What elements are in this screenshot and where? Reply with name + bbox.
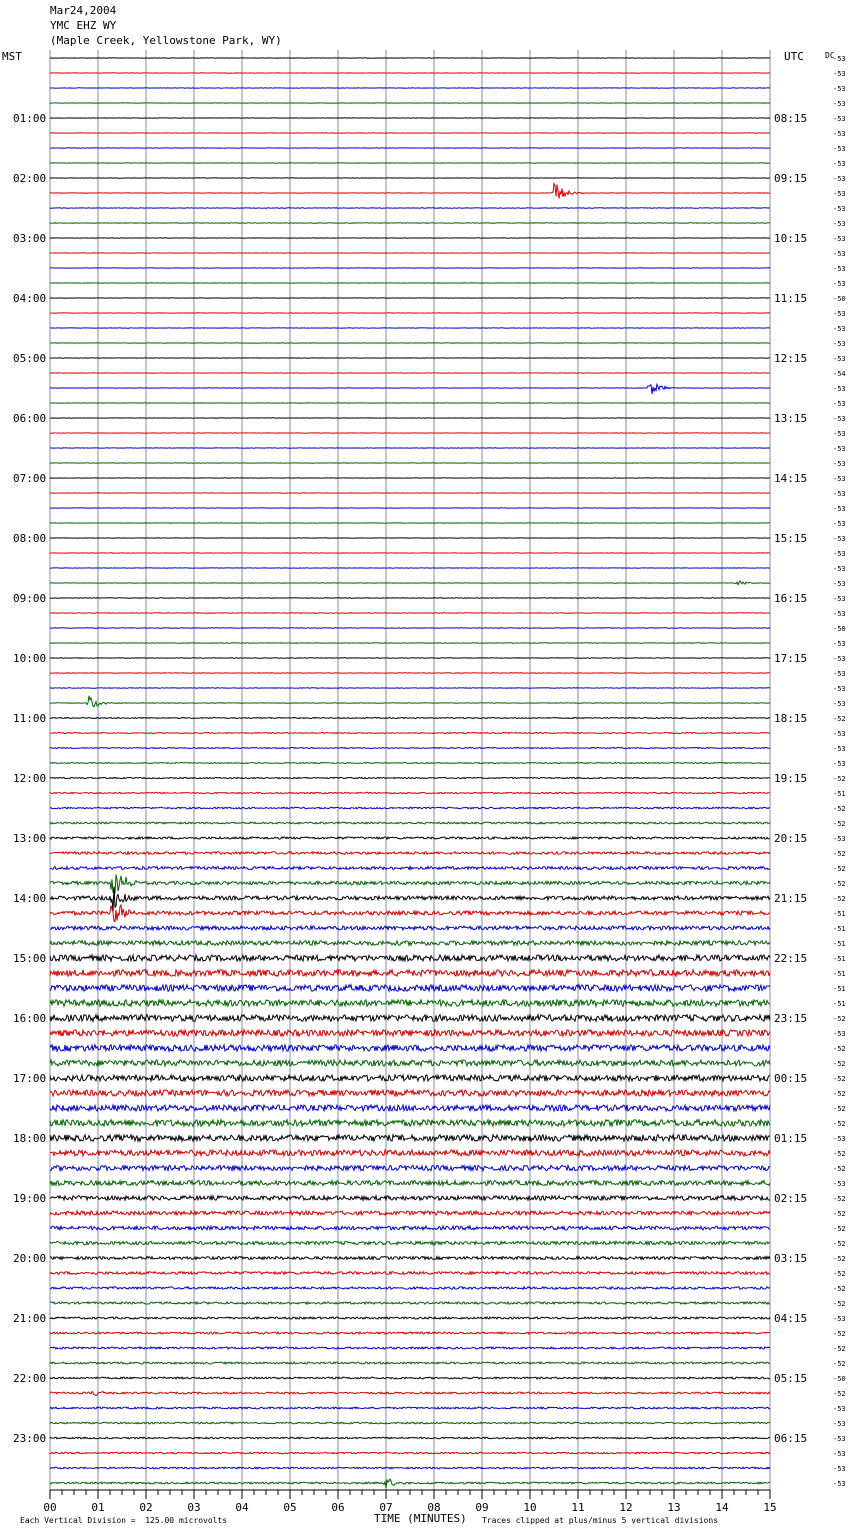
x-tick-label: 05 (283, 1501, 297, 1514)
dc-offset-label: -53 (833, 745, 846, 753)
dc-offset-label: -53 (833, 115, 846, 123)
trace-row (50, 733, 770, 734)
trace-row (50, 643, 770, 644)
trace-row (50, 887, 770, 912)
dc-offset-label: -52 (833, 1195, 846, 1203)
trace-row (50, 777, 770, 778)
left-hour-label: 07:00 (13, 472, 47, 485)
dc-offset-label: -53 (833, 1435, 846, 1443)
left-hour-label: 15:00 (13, 952, 47, 965)
dc-offset-label: -52 (833, 1105, 846, 1113)
dc-offset-label: -52 (833, 1060, 846, 1068)
dc-offset-label: -53 (833, 355, 846, 363)
left-hour-label: 20:00 (13, 1252, 47, 1265)
trace-row (50, 1181, 770, 1186)
dc-offset-label: -52 (833, 1300, 846, 1308)
dc-offset-label: -52 (833, 1015, 846, 1023)
dc-offset-label (833, 130, 846, 138)
left-hour-label: 21:00 (13, 1312, 47, 1325)
dc-offset-label: -51 (833, 925, 846, 933)
trace-row (50, 1479, 770, 1488)
left-hour-label: 01:00 (13, 112, 47, 125)
clip-note: Traces clipped at plus/minus 5 vertical divisions (482, 1516, 719, 1525)
x-axis-title: TIME (MINUTES) (374, 1512, 467, 1525)
dc-offset-label: -50 (833, 295, 846, 303)
dc-offset-label: -52 (833, 1285, 846, 1293)
trace-row (50, 941, 770, 946)
dc-offset-label: -53 (833, 325, 846, 333)
trace-row (50, 1362, 770, 1364)
dc-offset-label: -53 (833, 460, 846, 468)
trace-row (50, 1165, 770, 1170)
dc-offset-label: -53 (833, 1135, 846, 1143)
left-hour-label: 17:00 (13, 1072, 47, 1085)
trace-row (50, 718, 770, 719)
dc-offset-label: -53 (833, 610, 846, 618)
trace-row (50, 926, 770, 930)
dc-offset-label: -53 (833, 655, 846, 663)
left-hour-label: 03:00 (13, 232, 47, 245)
trace-row (50, 1135, 770, 1141)
trace-row (50, 1090, 770, 1096)
dc-offset-label: -53 (833, 100, 846, 108)
right-hour-label: 05:15 (774, 1372, 808, 1385)
dc-offset-label: -53 (833, 535, 846, 543)
trace-row (50, 1332, 770, 1334)
dc-offset-label: -52 (833, 850, 846, 858)
dc-offset-label: -53 (833, 1030, 846, 1038)
left-hour-label: 12:00 (13, 772, 47, 785)
station-code: YMC EHZ WY (50, 19, 117, 32)
trace-row (50, 822, 770, 824)
dc-offset-label: -53 (833, 475, 846, 483)
trace-row (50, 1377, 770, 1379)
dc-offset-label: -53 (833, 670, 846, 678)
dc-offset-label: -53 (833, 340, 846, 348)
right-hour-label: 09:15 (774, 172, 808, 185)
dc-offset-label: -53 (833, 130, 846, 138)
trace-row (50, 985, 770, 991)
right-hour-label: 12:15 (774, 352, 808, 365)
trace-row (50, 1105, 770, 1111)
x-tick-label: 12 (619, 1501, 633, 1514)
left-timezone-label: MST (2, 50, 22, 63)
left-hour-label: 19:00 (13, 1192, 47, 1205)
trace-row (50, 581, 770, 585)
trace-row (50, 1150, 770, 1156)
dc-offset-label: -53 (833, 490, 846, 498)
right-hour-label: 04:15 (774, 1312, 808, 1325)
trace-row (50, 1302, 770, 1304)
trace-row (50, 1120, 770, 1127)
trace-row (50, 613, 770, 614)
dc-offset-label: -53 (833, 1450, 846, 1458)
trace-row (50, 598, 770, 599)
x-tick-label: 08 (427, 1501, 441, 1514)
x-tick-label: 13 (667, 1501, 681, 1514)
dc-offset-label: -53 (833, 520, 846, 528)
dc-offset-label: -52 (833, 1075, 846, 1083)
dc-offset-label (833, 160, 846, 168)
trace-row (50, 875, 770, 894)
trace-row (50, 807, 770, 809)
dc-offset-label: -53 (833, 70, 846, 78)
trace-row (50, 792, 770, 793)
trace-row (50, 223, 770, 224)
trace-row (50, 1075, 770, 1081)
left-hour-label: 05:00 (13, 352, 47, 365)
dc-offset-label: -50 (833, 1375, 846, 1383)
right-hour-label: 14:15 (774, 472, 808, 485)
right-hour-label: 03:15 (774, 1252, 808, 1265)
dc-offset-label: -51 (833, 970, 846, 978)
left-hour-label: 23:00 (13, 1432, 47, 1445)
dc-offset-label: -53 (833, 385, 846, 393)
left-hour-label: 18:00 (13, 1132, 47, 1145)
x-tick-label: 07 (379, 1501, 393, 1514)
dc-offset-label: -52 (833, 1360, 846, 1368)
trace-row (50, 673, 770, 674)
right-timezone-label: UTC (784, 50, 804, 63)
right-hour-label: 11:15 (774, 292, 808, 305)
trace-row (50, 852, 770, 855)
scale-note: Each Vertical Division = 125.00 microvolts (20, 1516, 228, 1525)
dc-offset-label: -53 (833, 640, 846, 648)
record-date: Mar24,2004 (50, 4, 117, 17)
trace-row (50, 1437, 770, 1439)
dc-offset-label: -53 (833, 685, 846, 693)
dc-offset-label: -54 (833, 370, 846, 378)
trace-row (50, 748, 770, 749)
dc-offset-label: -51 (833, 790, 846, 798)
dc-offset-label: -52 (833, 865, 846, 873)
x-tick-label: 02 (139, 1501, 153, 1514)
trace-row (50, 1241, 770, 1244)
trace-row (50, 1030, 770, 1036)
dc-offset-label: -52 (833, 715, 846, 723)
trace-row (50, 1060, 770, 1066)
trace-row (50, 1391, 770, 1395)
trace-row (50, 688, 770, 689)
dc-offset-label: -52 (833, 775, 846, 783)
dc-offset-label: -52 (833, 895, 846, 903)
dc-offset-label: -51 (833, 985, 846, 993)
trace-row (50, 1422, 770, 1424)
dc-offset-label: -52 (833, 880, 846, 888)
trace-row (50, 1347, 770, 1349)
dc-offset-label: -53 (833, 760, 846, 768)
dc-offset-label: -52 (833, 1120, 846, 1128)
x-tick-label: 06 (331, 1501, 345, 1514)
station-location: (Maple Creek, Yellowstone Park, WY) (50, 34, 282, 47)
right-hour-label: 08:15 (774, 112, 808, 125)
x-tick-label: 03 (187, 1501, 201, 1514)
dc-offset-label: -50 (833, 625, 846, 633)
dc-offset-label: -53 (833, 145, 846, 153)
dc-offset-label: -53 (833, 1465, 846, 1473)
dc-column-label: DC (825, 51, 835, 60)
left-hour-label: 10:00 (13, 652, 47, 665)
right-hour-label: 10:15 (774, 232, 808, 245)
x-tick-label: 01 (91, 1501, 105, 1514)
right-hour-label: 19:15 (774, 772, 808, 785)
dc-offset-label: -52 (833, 1165, 846, 1173)
trace-row (50, 1317, 770, 1319)
left-hour-label: 06:00 (13, 412, 47, 425)
trace-row (50, 1452, 770, 1454)
dc-offset-label (833, 100, 846, 108)
left-hour-label: 11:00 (13, 712, 47, 725)
dc-offset-label: -53 (833, 1315, 846, 1323)
trace-row (50, 837, 770, 839)
dc-offset-label (833, 55, 846, 63)
trace-row (50, 658, 770, 659)
dc-offset-label: -53 (833, 1405, 846, 1413)
x-tick-label: 11 (571, 1501, 585, 1514)
left-hour-label: 13:00 (13, 832, 47, 845)
dc-offset-label: -53 (833, 835, 846, 843)
right-hour-label: 23:15 (774, 1012, 808, 1025)
right-hour-label: 06:15 (774, 1432, 808, 1445)
dc-offset-label: -52 (833, 1390, 846, 1398)
dc-offset-label: -53 (833, 565, 846, 573)
dc-offset-label: -53 (833, 550, 846, 558)
dc-offset-label (833, 70, 846, 78)
trace-row (50, 1226, 770, 1230)
x-tick-label: 09 (475, 1501, 489, 1514)
right-hour-label: 21:15 (774, 892, 808, 905)
trace-row (50, 905, 770, 922)
dc-offset-label: -51 (833, 1000, 846, 1008)
right-hour-label: 18:15 (774, 712, 808, 725)
x-tick-label: 00 (43, 1501, 57, 1514)
dc-offset-label: -51 (833, 955, 846, 963)
right-hour-label: 15:15 (774, 532, 808, 545)
dc-offset-label: -53 (833, 1480, 846, 1488)
dc-offset-label: -52 (833, 1090, 846, 1098)
trace-row (50, 1000, 770, 1007)
dc-offset-label: -53 (833, 85, 846, 93)
dc-offset-label: -52 (833, 820, 846, 828)
trace-row (50, 1015, 770, 1022)
right-hour-label: 22:15 (774, 952, 808, 965)
right-hour-label: 02:15 (774, 1192, 808, 1205)
trace-row (50, 1045, 770, 1051)
x-tick-label: 14 (715, 1501, 729, 1514)
x-tick-label: 15 (763, 1501, 777, 1514)
dc-offset-label: -52 (833, 1330, 846, 1338)
dc-offset-label (833, 85, 846, 93)
trace-row (50, 184, 770, 199)
x-tick-label: 04 (235, 1501, 249, 1514)
trace-row (50, 763, 770, 764)
left-hour-label: 09:00 (13, 592, 47, 605)
dc-offset-label: -53 (833, 55, 846, 63)
trace-row (50, 1257, 770, 1260)
left-hour-label: 14:00 (13, 892, 47, 905)
dc-offset-label: -52 (833, 1255, 846, 1263)
dc-offset-label: -52 (833, 1240, 846, 1248)
trace-row (50, 628, 770, 629)
trace-row (50, 208, 770, 209)
dc-offset-label: -52 (833, 805, 846, 813)
trace-row (50, 384, 770, 394)
left-hour-label: 22:00 (13, 1372, 47, 1385)
x-tick-label: 10 (523, 1501, 537, 1514)
trace-row (50, 1287, 770, 1289)
left-hour-label: 08:00 (13, 532, 47, 545)
left-hour-label: 04:00 (13, 292, 47, 305)
dc-offset-label: -53 (833, 445, 846, 453)
dc-offset-label: -52 (833, 1225, 846, 1233)
trace-row (50, 1467, 770, 1469)
left-hour-label: 16:00 (13, 1012, 47, 1025)
dc-offset-label: -53 (833, 580, 846, 588)
trace-row (50, 867, 770, 870)
trace-row (50, 1196, 770, 1200)
trace-row (50, 970, 770, 976)
trace-row (50, 1272, 770, 1275)
dc-offset-label: -53 (833, 400, 846, 408)
trace-row (50, 955, 770, 961)
dc-offset-label: -52 (833, 1150, 846, 1158)
left-hour-label: 02:00 (13, 172, 47, 185)
dc-offset-label: -53 (833, 595, 846, 603)
trace-row (50, 696, 770, 707)
trace-row (50, 1407, 770, 1409)
right-hour-label: 16:15 (774, 592, 808, 605)
dc-offset-label: -52 (833, 1210, 846, 1218)
dc-offset-label: -53 (833, 160, 846, 168)
right-hour-label: 17:15 (774, 652, 808, 665)
dc-offset-label (833, 115, 846, 123)
dc-offset-label: -53 (833, 1180, 846, 1188)
right-hour-label: 13:15 (774, 412, 808, 425)
dc-offset-label: -53 (833, 430, 846, 438)
dc-offset-label: -52 (833, 1345, 846, 1353)
right-hour-label: 20:15 (774, 832, 808, 845)
dc-offset-label: -53 (833, 415, 846, 423)
dc-offset-label: -51 (833, 910, 846, 918)
right-hour-label: 01:15 (774, 1132, 808, 1145)
dc-offset-label: -52 (833, 1045, 846, 1053)
dc-offset-label: -52 (833, 1270, 846, 1278)
dc-offset-label: -53 (833, 505, 846, 513)
dc-offset-label (833, 145, 846, 153)
dc-offset-label: -53 (833, 730, 846, 738)
dc-offset-label: -53 (833, 700, 846, 708)
dc-offset-label: -53 (833, 310, 846, 318)
dc-offset-label: -51 (833, 940, 846, 948)
dc-offset-label: -53 (833, 1420, 846, 1428)
right-hour-label: 00:15 (774, 1072, 808, 1085)
trace-row (50, 1211, 770, 1215)
